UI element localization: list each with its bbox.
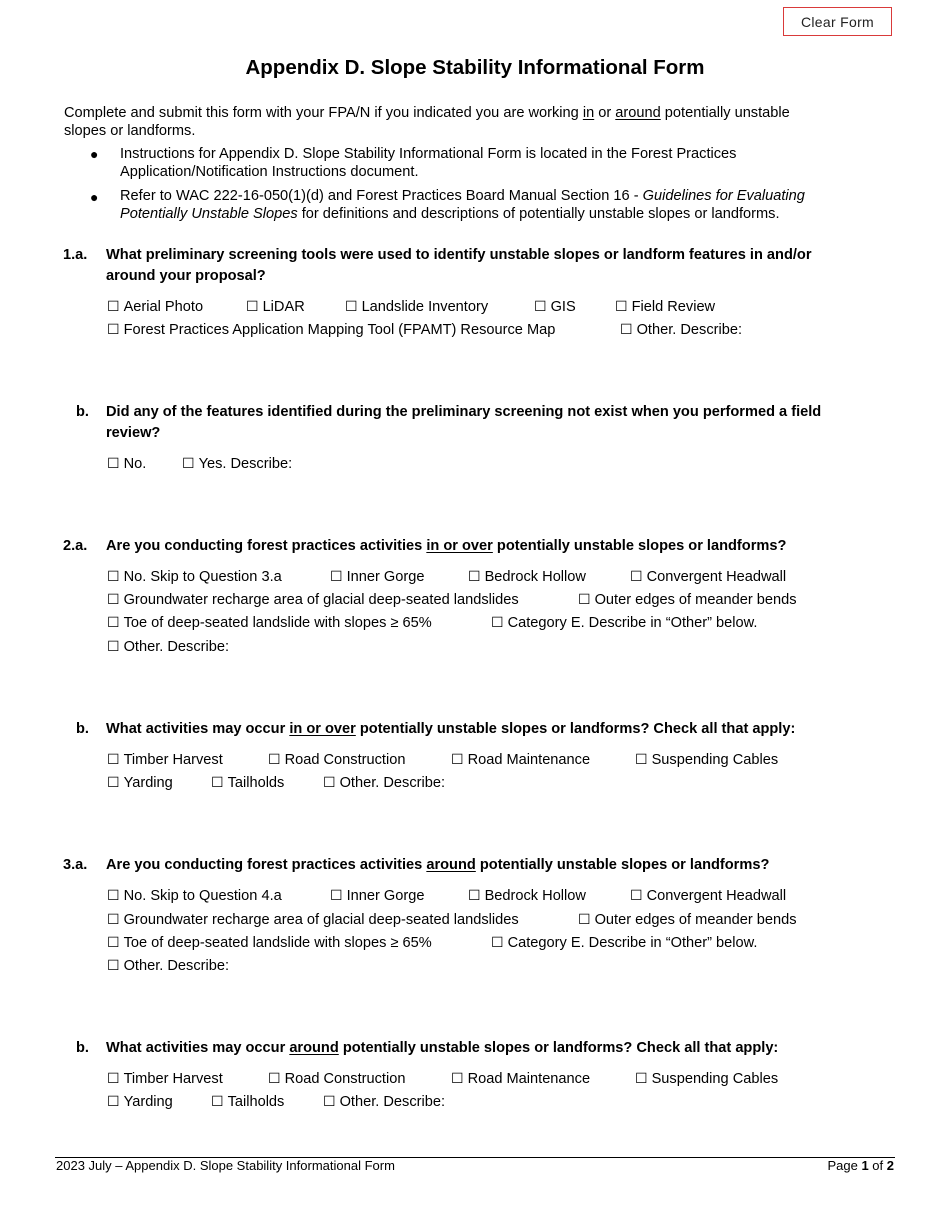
- question-number: 3.a.: [63, 857, 88, 873]
- q1a-option-landslide-inventory[interactable]: ☐ Landslide Inventory: [345, 299, 489, 315]
- checkbox-icon[interactable]: ☐: [107, 912, 120, 928]
- bullet-icon: ●: [90, 146, 99, 162]
- checkbox-icon[interactable]: ☐: [268, 1071, 281, 1087]
- q3b-option-other[interactable]: ☐ Other. Describe:: [323, 1094, 446, 1110]
- q1a-option-field-review[interactable]: ☐ Field Review: [615, 299, 716, 315]
- q1b-option-no[interactable]: ☐ No.: [107, 456, 147, 472]
- question-number: b.: [76, 1040, 89, 1056]
- checkbox-icon[interactable]: ☐: [635, 1071, 648, 1087]
- q3b-option-timber-harvest[interactable]: ☐ Timber Harvest: [107, 1071, 223, 1087]
- checkbox-icon[interactable]: ☐: [211, 1094, 224, 1110]
- q2b-option-yarding[interactable]: ☐ Yarding: [107, 775, 173, 791]
- checkbox-icon[interactable]: ☐: [182, 456, 195, 472]
- checkbox-icon[interactable]: ☐: [330, 569, 343, 585]
- q2a-option-other[interactable]: ☐ Other. Describe:: [107, 639, 230, 655]
- bullet-icon: ●: [90, 189, 99, 205]
- checkbox-icon[interactable]: ☐: [211, 775, 224, 791]
- checkbox-icon[interactable]: ☐: [107, 1094, 120, 1110]
- q3b-option-tailholds[interactable]: ☐ Tailholds: [211, 1094, 285, 1110]
- checkbox-icon[interactable]: ☐: [107, 299, 120, 315]
- q2a-option-inner-gorge[interactable]: ☐ Inner Gorge: [330, 569, 425, 585]
- checkbox-icon[interactable]: ☐: [107, 456, 120, 472]
- checkbox-icon[interactable]: ☐: [635, 752, 648, 768]
- q1a-option-gis[interactable]: ☐ GIS: [534, 299, 576, 315]
- checkbox-icon[interactable]: ☐: [491, 615, 504, 631]
- checkbox-icon[interactable]: ☐: [323, 1094, 336, 1110]
- intro-bullet-instructions: Instructions for Appendix D. Slope Stability Informational Form is located in the Forest Practices Application/Notification Instructions document.: [120, 146, 737, 180]
- checkbox-icon[interactable]: ☐: [107, 888, 120, 904]
- checkbox-icon[interactable]: ☐: [107, 615, 120, 631]
- checkbox-icon[interactable]: ☐: [630, 888, 643, 904]
- checkbox-icon[interactable]: ☐: [615, 299, 628, 315]
- question-number: b.: [76, 721, 89, 737]
- q3a-option-meander-bends[interactable]: ☐ Outer edges of meander bends: [578, 912, 797, 928]
- question-1b-text: Did any of the features identified during the preliminary screening not exist when you performed a field review?: [106, 404, 822, 441]
- question-number: 1.a.: [63, 247, 88, 263]
- q3b-option-road-maintenance[interactable]: ☐ Road Maintenance: [451, 1071, 591, 1087]
- checkbox-icon[interactable]: ☐: [107, 322, 120, 338]
- checkbox-icon[interactable]: ☐: [323, 775, 336, 791]
- checkbox-icon[interactable]: ☐: [246, 299, 259, 315]
- q2b-option-suspending-cables[interactable]: ☐ Suspending Cables: [635, 752, 779, 768]
- checkbox-icon[interactable]: ☐: [107, 752, 120, 768]
- q3b-option-suspending-cables[interactable]: ☐ Suspending Cables: [635, 1071, 779, 1087]
- q3b-option-yarding[interactable]: ☐ Yarding: [107, 1094, 173, 1110]
- q2a-option-convergent-headwall[interactable]: ☐ Convergent Headwall: [630, 569, 787, 585]
- q2a-option-meander-bends[interactable]: ☐ Outer edges of meander bends: [578, 592, 797, 608]
- q1a-option-fpamt[interactable]: ☐ Forest Practices Application Mapping Tool (FPAMT) Resource Map: [107, 322, 556, 338]
- checkbox-icon[interactable]: ☐: [107, 592, 120, 608]
- q2b-option-timber-harvest[interactable]: ☐ Timber Harvest: [107, 752, 223, 768]
- checkbox-icon[interactable]: ☐: [107, 1071, 120, 1087]
- q2a-option-toe-landslide[interactable]: ☐ Toe of deep-seated landslide with slopes ≥ 65%: [107, 615, 432, 631]
- checkbox-icon[interactable]: ☐: [468, 888, 481, 904]
- q3b-option-road-construction[interactable]: ☐ Road Construction: [268, 1071, 406, 1087]
- footer-document-title: 2023 July – Appendix D. Slope Stability Informational Form: [56, 1158, 395, 1173]
- question-1a-text: What preliminary screening tools were used to identify unstable slopes or landform features in and/or around your proposal?: [106, 247, 812, 284]
- question-3b-text: What activities may occur around potentially unstable slopes or landforms? Check all that apply:: [106, 1040, 779, 1056]
- intro-paragraph: Complete and submit this form with your FPA/N if you indicated you are working in or around potentially unstable slopes or landforms.: [64, 105, 790, 139]
- q2b-option-other[interactable]: ☐ Other. Describe:: [323, 775, 446, 791]
- question-2b-text: What activities may occur in or over potentially unstable slopes or landforms? Check all that apply:: [106, 721, 796, 737]
- q1b-option-yes[interactable]: ☐ Yes. Describe:: [182, 456, 293, 472]
- question-3a-text: Are you conducting forest practices activities around potentially unstable slopes or landforms?: [106, 857, 770, 873]
- q3a-option-groundwater[interactable]: ☐ Groundwater recharge area of glacial deep-seated landslides: [107, 912, 519, 928]
- checkbox-icon[interactable]: ☐: [107, 569, 120, 585]
- q2b-option-tailholds[interactable]: ☐ Tailholds: [211, 775, 285, 791]
- checkbox-icon[interactable]: ☐: [630, 569, 643, 585]
- footer-page-number: Page 1 of 2: [827, 1158, 894, 1173]
- checkbox-icon[interactable]: ☐: [107, 775, 120, 791]
- question-2a-text: Are you conducting forest practices activities in or over potentially unstable slopes or landforms?: [106, 538, 787, 554]
- question-number: 2.a.: [63, 538, 88, 554]
- q3a-option-convergent-headwall[interactable]: ☐ Convergent Headwall: [630, 888, 787, 904]
- q2b-option-road-construction[interactable]: ☐ Road Construction: [268, 752, 406, 768]
- q2a-option-no-skip[interactable]: ☐ No. Skip to Question 3.a: [107, 569, 282, 585]
- checkbox-icon[interactable]: ☐: [107, 639, 120, 655]
- q1a-option-lidar[interactable]: ☐ LiDAR: [246, 299, 305, 315]
- q2a-option-category-e[interactable]: ☐ Category E. Describe in “Other” below.: [491, 615, 758, 631]
- checkbox-icon[interactable]: ☐: [451, 752, 464, 768]
- checkbox-icon[interactable]: ☐: [268, 752, 281, 768]
- checkbox-icon[interactable]: ☐: [620, 322, 633, 338]
- q3a-option-no-skip[interactable]: ☐ No. Skip to Question 4.a: [107, 888, 282, 904]
- checkbox-icon[interactable]: ☐: [491, 935, 504, 951]
- checkbox-icon[interactable]: ☐: [107, 935, 120, 951]
- question-number: b.: [76, 404, 89, 420]
- checkbox-icon[interactable]: ☐: [107, 958, 120, 974]
- checkbox-icon[interactable]: ☐: [330, 888, 343, 904]
- checkbox-icon[interactable]: ☐: [345, 299, 358, 315]
- q3a-option-category-e[interactable]: ☐ Category E. Describe in “Other” below.: [491, 935, 758, 951]
- q2b-option-road-maintenance[interactable]: ☐ Road Maintenance: [451, 752, 591, 768]
- checkbox-icon[interactable]: ☐: [578, 592, 591, 608]
- q3a-option-toe-landslide[interactable]: ☐ Toe of deep-seated landslide with slopes ≥ 65%: [107, 935, 432, 951]
- q1a-option-other[interactable]: ☐ Other. Describe:: [620, 322, 743, 338]
- q3a-option-bedrock-hollow[interactable]: ☐ Bedrock Hollow: [468, 888, 586, 904]
- checkbox-icon[interactable]: ☐: [451, 1071, 464, 1087]
- q2a-option-bedrock-hollow[interactable]: ☐ Bedrock Hollow: [468, 569, 586, 585]
- q1a-option-aerial-photo[interactable]: ☐ Aerial Photo: [107, 299, 204, 315]
- q2a-option-groundwater[interactable]: ☐ Groundwater recharge area of glacial deep-seated landslides: [107, 592, 519, 608]
- clear-form-button[interactable]: Clear Form: [783, 7, 892, 36]
- intro-bullet-wac: Refer to WAC 222-16-050(1)(d) and Forest Practices Board Manual Section 16 - Guidelines for Evaluating Potentially Unstable Slopes for definitions and descriptions of potentially unstable slopes or landforms.: [120, 188, 805, 222]
- checkbox-icon[interactable]: ☐: [534, 299, 547, 315]
- checkbox-icon[interactable]: ☐: [468, 569, 481, 585]
- q3a-option-inner-gorge[interactable]: ☐ Inner Gorge: [330, 888, 425, 904]
- checkbox-icon[interactable]: ☐: [578, 912, 591, 928]
- q3a-option-other[interactable]: ☐ Other. Describe:: [107, 958, 230, 974]
- page-title: Appendix D. Slope Stability Informational Form: [245, 56, 705, 79]
